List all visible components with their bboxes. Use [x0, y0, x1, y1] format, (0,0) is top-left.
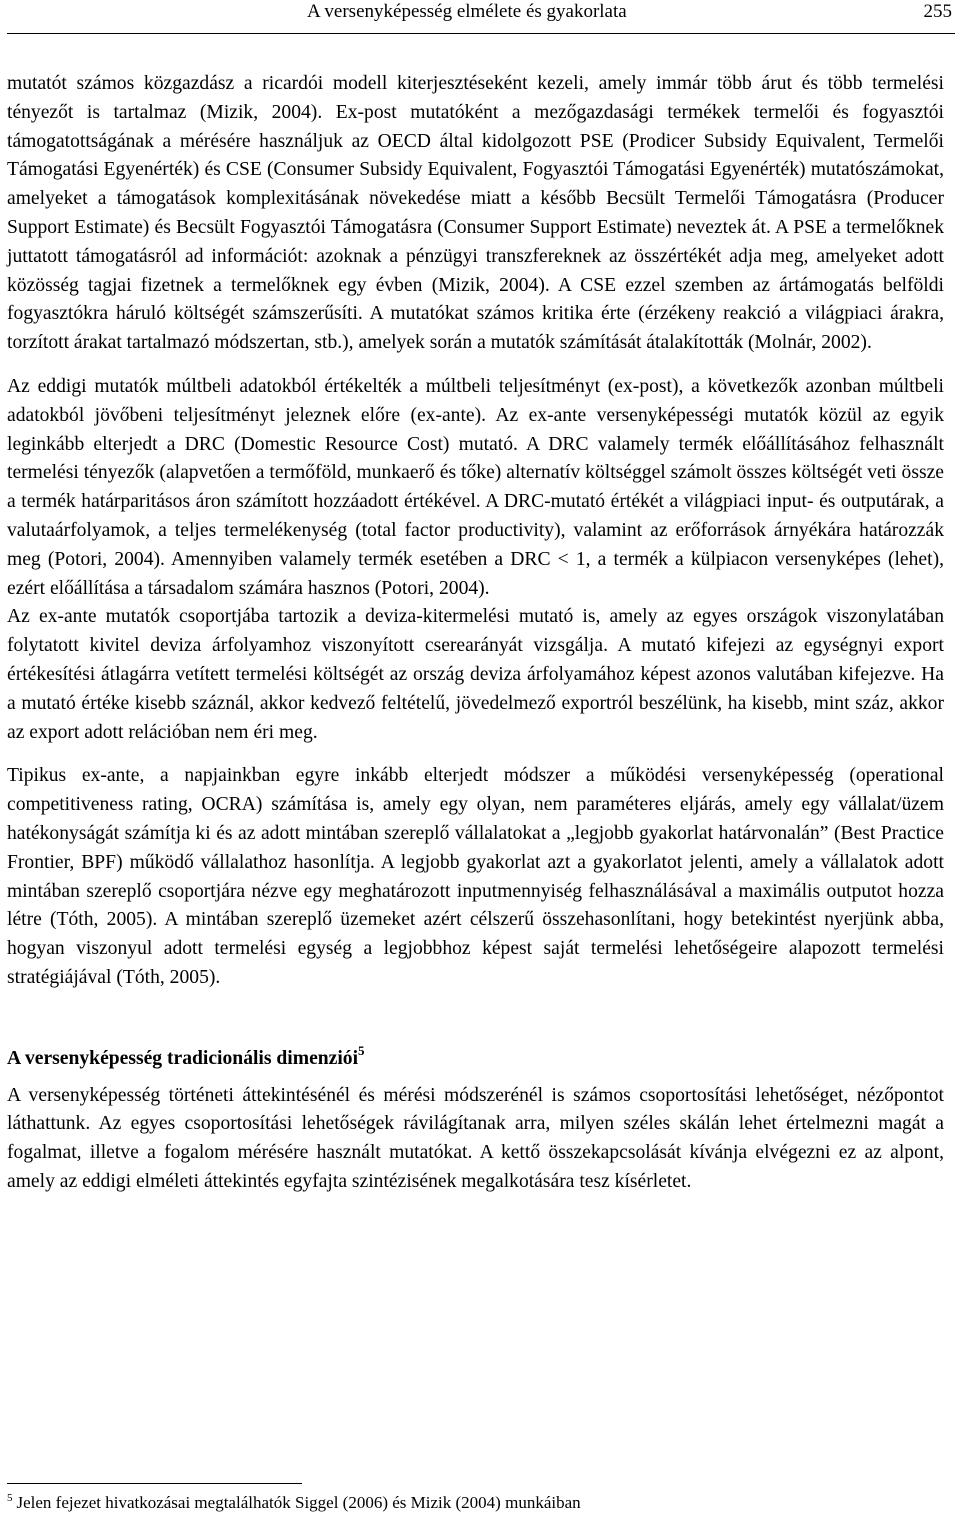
page-body: [7, 70, 944, 1197]
footnote-separator: [7, 1483, 302, 1484]
page-number: 255: [923, 1, 952, 22]
footnote: [7, 1492, 581, 1514]
footnote-number: 5: [7, 1492, 13, 1504]
paragraph-2: Az eddigi mutatók múltbeli adatokból értékelték a múltbeli teljesítményt (ex-post), a következők azonban múltbeli adatokból jövőbeni teljesítményt jeleznek előre (ex-ante). Az ex-ante versenyképességi mutatók közül az egyik leginkább elterjedt a DRC (Domestic Resource Cost) mutató. A DRC valamely termék előállításához felhasznált termelési tényezők (alapvetően a termőföld, munkaerő és tőke) alternatív költséggel számolt összes költségét veti össze a termék határparitásos áron számított hozzáadott értékével. A DRC-mutató értékét a világpiaci input- és outputárak, a valutaárfolyamok, a teljes termelékenység (total factor productivity), valamint az erőforrások árnyékára határozzák meg (Potori, 2004). Amennyiben valamely termék esetében a DRC < 1, a termék a külpiacon versenyképes (lehet), ezért előállítása a társadalom számára hasznos (Potori, 2004).: [7, 375, 944, 599]
paragraph-4: Tipikus ex-ante, a napjainkban egyre inkább elterjedt módszer a működési versenyképesség (operational competitiveness rating, OCRA) számítása is, amely egy olyan, nem paraméteres eljárás, amely egy vállalat/üzem hatékonyságát számítja ki és az adott mintában szereplő vállalatokat a „legjobb gyakorlat határvonalán” (Best Practice Frontier, BPF) működő vállalathoz hasonlítja. A legjobb gyakorlat azt a gyakorlatot jelenti, amely a vállalatok adott mintában szereplő csoportjára nézve egy meghatározott inputmennyiség felhasználásával a maximális outputot hozza létre (Tóth, 2005). A mintában szereplő üzemeket azért célszerű összehasonlítani, hogy betekintést nyerjünk abba, hogyan viszonyul adott termelési egység a legjobbhoz képest saját termelési lehetőségeire alapozott termelési stratégiájával (Tóth, 2005).: [7, 765, 944, 988]
section-heading: [7, 1042, 944, 1074]
footnote-text: Jelen fejezet hivatkozásai megtalálhatók Siggel (2006) és Mizik (2004) munkáiban: [16, 1493, 581, 1512]
paragraph-3: Az ex-ante mutatók csoportjába tartozik a deviza-kitermelési mutató is, amely az egyes országok viszonylatában folytatott kivitel deviza árfolyamhoz viszonyított cserearányát vizsgálja. A mutató kifejezi az egységnyi export értékesítési átlagárra vetített termelési költségét az ország deviza árfolyamához képest azonos valutában kifejezve. Ha a mutató értéke kisebb száznál, akkor kedvező feltételű, jövedelmező exportról beszélünk, ha kisebb, mint száz, akkor az export adott relációban nem éri meg.: [7, 606, 944, 743]
footnote-reference[interactable]: 5: [358, 1042, 365, 1058]
section-heading-text: A versenyképesség tradicionális dimenziói: [7, 1047, 359, 1069]
section-paragraph: A versenyképesség történeti áttekintésénél és mérési módszerénél is számos csoportosítási lehetőséget, nézőpontot láthattunk. Az egyes csoportosítási lehetőségek rávilágítanak arra, milyen széles skálán lehet értelmezni magát a fogalmat, illetve a fogalom mérésére használt mutatókat. A kettő összekapcsolását kívánja elvégezni ez az alpont, amely az eddigi elméleti áttekintés egyfajta szintézisének megalkotására tesz kísérletet.: [7, 1084, 944, 1192]
running-header-title: A versenyképesség elmélete és gyakorlata: [307, 1, 627, 22]
running-header: [7, 0, 955, 34]
paragraph-1: mutatót számos közgazdász a ricardói modell kiterjesztéseként kezeli, amely immár több árut és több termelési tényezőt is tartalmaz (Mizik, 2004). Ex-post mutatóként a mezőgazdasági termékek termelői és fogyasztói támogatottságának a mérésére használjuk az OECD által kidolgozott PSE (Prodicer Subsidy Equivalent, Termelői Támogatási Egyenérték) és CSE (Consumer Subsidy Equivalent, Fogyasztói Támogatási Egyenérték) mutatószámokat, amelyeket a támogatások komplexitásának növekedése miatt a később Becsült Termelői Támogatásra (Producer Support Estimate) és Becsült Fogyasztói Támogatásra (Consumer Support Estimate) neveztek át. A PSE a termelőknek juttatott támogatásról ad információt: azoknak a pénzügyi transzfereknek az összértékét adja meg, amelyeket adott közösség tagjai fizetnek a termelőknek egy évben (Mizik, 2004). A CSE ezzel szemben az ártámogatás belföldi fogyasztókra háruló költségét számszerűsíti. A mutatókat számos kritika érte (érzékeny reakció a világpiaci árakra, torzított árakat tartalmazó módszertan, stb.), amelyek során a mutatók számítását átalakították (Molnár, 2002).: [7, 73, 944, 354]
